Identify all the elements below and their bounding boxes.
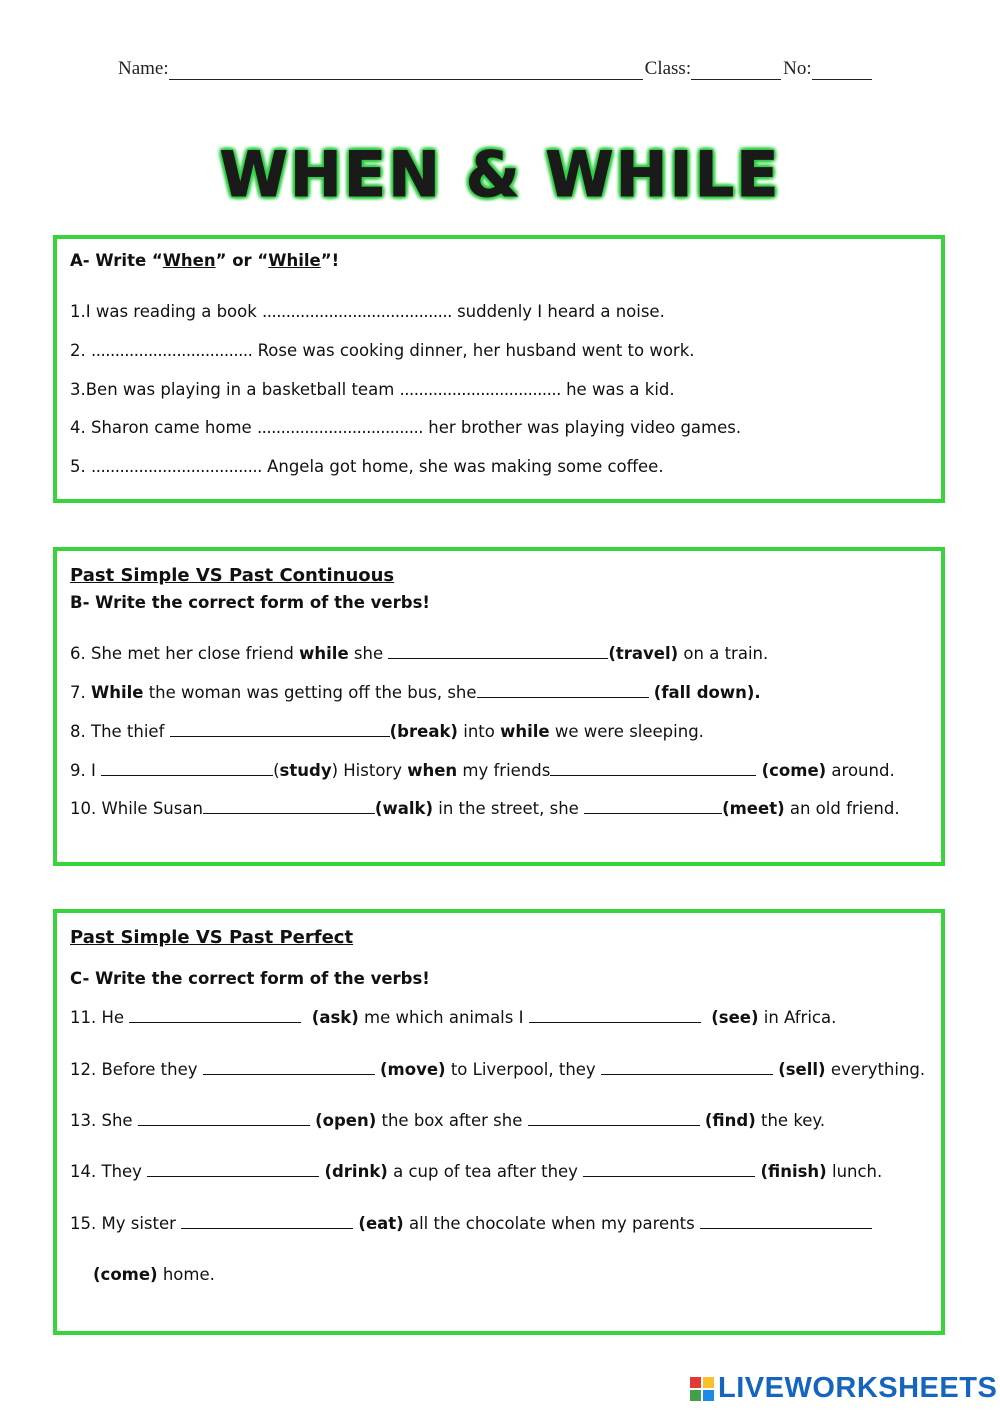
exercise-item-4: 4. Sharon came home ................................... her brother was playing video games. xyxy=(70,418,742,437)
liveworksheets-logo-icon xyxy=(690,1377,714,1401)
liveworksheets-logo-text: LIVEWORKSHEETS xyxy=(718,1372,998,1404)
answer-blank-12a[interactable] xyxy=(203,1060,375,1075)
answer-blank-13b[interactable] xyxy=(528,1111,700,1126)
exercise-item-11: 11. He (ask) me which animals I (see) in Africa. xyxy=(70,1008,837,1027)
exercise-item-15-continued: (come) home. xyxy=(93,1265,215,1284)
answer-blank-7[interactable] xyxy=(477,683,649,698)
page-title: WHEN & WHILE xyxy=(219,138,781,211)
answer-blank-10a[interactable] xyxy=(203,799,375,814)
section-b-box xyxy=(53,547,945,866)
liveworksheets-logo xyxy=(690,1372,997,1405)
answer-blank-15b[interactable] xyxy=(700,1214,872,1229)
name-field[interactable] xyxy=(169,61,643,80)
answer-blank-12b[interactable] xyxy=(601,1060,773,1075)
answer-blank-15a[interactable] xyxy=(181,1214,353,1229)
exercise-item-8: 8. The thief (break) into while we were sleeping. xyxy=(70,722,704,741)
exercise-item-5: 5. .................................... Angela got home, she was making some coffee. xyxy=(70,457,664,476)
student-info-header xyxy=(118,58,878,80)
exercise-item-7: 7. While the woman was getting off the bus, she (fall down). xyxy=(70,683,761,702)
answer-blank-8[interactable] xyxy=(170,722,390,737)
section-c-instruction: C- Write the correct form of the verbs! xyxy=(70,969,430,988)
section-b-heading: Past Simple VS Past Continuous xyxy=(70,565,395,586)
answer-blank-9a[interactable] xyxy=(101,761,273,776)
exercise-item-3: 3.Ben was playing in a basketball team .................................. he was a kid. xyxy=(70,380,675,399)
exercise-item-15: 15. My sister (eat) all the chocolate when my parents xyxy=(70,1214,872,1233)
answer-blank-2[interactable]: .................................. xyxy=(91,341,253,360)
exercise-item-2: 2. .................................. Rose was cooking dinner, her husband went to work. xyxy=(70,341,695,360)
number-label: No: xyxy=(783,58,812,79)
section-c-box xyxy=(53,909,945,1335)
answer-blank-10b[interactable] xyxy=(584,799,722,814)
number-field[interactable] xyxy=(812,61,872,80)
exercise-item-6: 6. She met her close friend while she (travel) on a train. xyxy=(70,644,769,663)
class-label: Class: xyxy=(644,58,692,79)
class-field[interactable] xyxy=(691,61,781,80)
answer-blank-3[interactable]: .................................. xyxy=(399,380,561,399)
answer-blank-1[interactable]: ........................................ xyxy=(262,302,452,321)
exercise-item-12: 12. Before they (move) to Liverpool, they (sell) everything. xyxy=(70,1060,926,1079)
name-label: Name: xyxy=(118,58,169,79)
answer-blank-6[interactable] xyxy=(388,644,608,659)
exercise-item-14: 14. They (drink) a cup of tea after they (finish) lunch. xyxy=(70,1162,883,1181)
exercise-item-9: 9. I (study) History when my friends (come) around. xyxy=(70,761,895,780)
section-a-instruction: A- Write “When” or “While”! xyxy=(70,251,340,270)
answer-blank-11a[interactable] xyxy=(129,1008,301,1023)
exercise-item-13: 13. She (open) the box after she (find) the key. xyxy=(70,1111,826,1130)
answer-blank-14b[interactable] xyxy=(583,1162,755,1177)
answer-blank-14a[interactable] xyxy=(147,1162,319,1177)
answer-blank-9b[interactable] xyxy=(550,761,756,776)
answer-blank-4[interactable]: ................................... xyxy=(256,418,424,437)
answer-blank-5[interactable]: .................................... xyxy=(91,457,262,476)
section-b-instruction: B- Write the correct form of the verbs! xyxy=(70,593,430,612)
exercise-item-10: 10. While Susan (walk) in the street, she (meet) an old friend. xyxy=(70,799,900,818)
answer-blank-13a[interactable] xyxy=(138,1111,310,1126)
section-c-heading: Past Simple VS Past Perfect xyxy=(70,927,354,948)
exercise-item-1: 1.I was reading a book ........................................ suddenly I heard a noise. xyxy=(70,302,665,321)
section-a-box xyxy=(53,235,945,503)
answer-blank-11b[interactable] xyxy=(529,1008,701,1023)
